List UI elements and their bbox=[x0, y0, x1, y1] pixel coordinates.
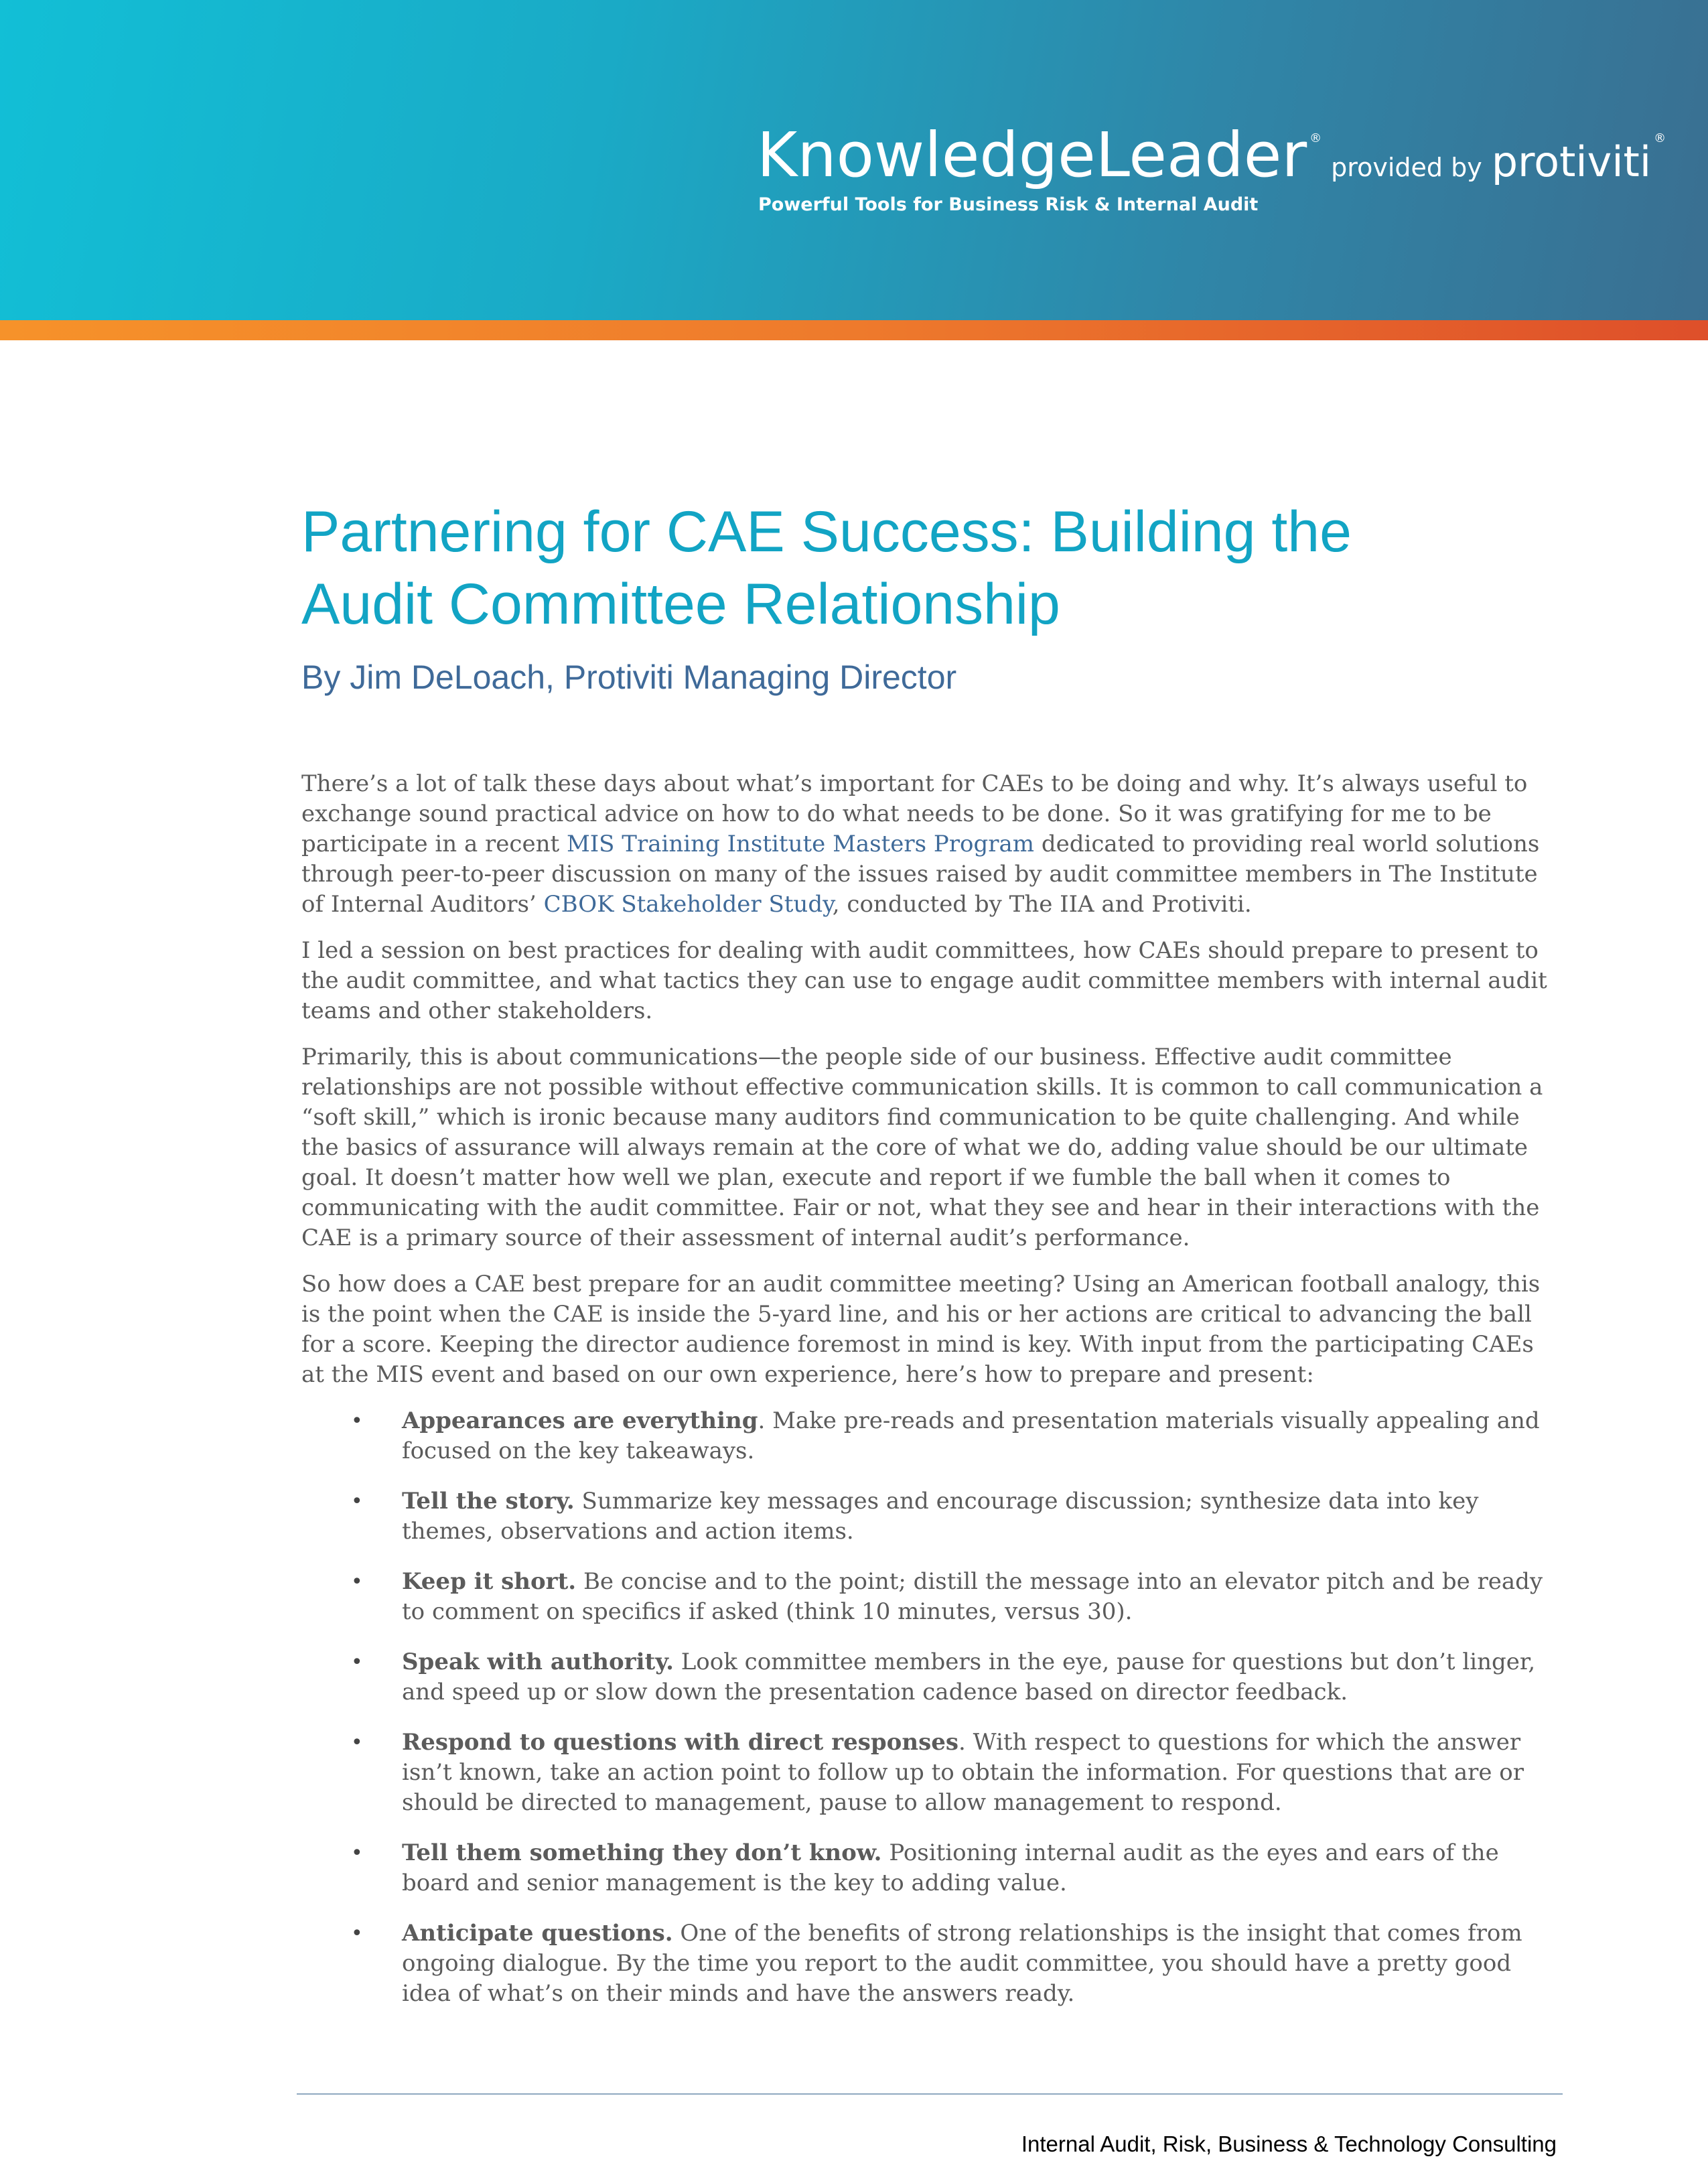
list-item-text: Positioning internal audit as the eyes and ears of the board and senior management is the key to adding value. bbox=[402, 1839, 1499, 1896]
footer-divider bbox=[297, 2093, 1563, 2095]
partner-registered-mark: ® bbox=[1654, 131, 1666, 145]
list-item-heading: Appearances are everything bbox=[402, 1407, 758, 1434]
list-item-heading: Respond to questions with direct responses bbox=[402, 1729, 958, 1756]
list-item bbox=[301, 1647, 1561, 1707]
cbok-study-link[interactable]: CBOK Stakeholder Study bbox=[543, 891, 833, 918]
provided-by-label: provided by bbox=[1331, 153, 1482, 182]
list-item bbox=[301, 1406, 1561, 1466]
paragraph-session: I led a session on best practices for dealing with audit committees, how CAEs should prepare to present to the audit committee, and what tactics they can use to engage audit committee members with internal audit teams and other stakeholders. bbox=[301, 937, 1547, 1024]
brand-name: KnowledgeLeader bbox=[757, 119, 1307, 191]
tips-list bbox=[301, 1406, 1561, 2009]
list-item-heading: Tell them something they don’t know. bbox=[402, 1839, 882, 1866]
paragraph-intro bbox=[301, 769, 1561, 920]
list-item-text: Look committee members in the eye, pause for questions but don’t linger, and speed up or slow down the presentation cadence based on director feedback. bbox=[402, 1649, 1536, 1705]
list-item bbox=[301, 1838, 1561, 1898]
brand-registered-mark: ® bbox=[1309, 131, 1322, 145]
list-item bbox=[301, 1567, 1561, 1627]
bullet-icon: • bbox=[351, 1731, 363, 1754]
list-item-text: . With respect to questions for which the answer isn’t known, take an action point to follow up to obtain the information. For questions that are or should be directed to management, pause to allow management to respond. bbox=[402, 1729, 1524, 1816]
article-byline: By Jim DeLoach, Protiviti Managing Director bbox=[301, 658, 957, 696]
list-item bbox=[301, 1486, 1561, 1547]
title-line-2: Audit Committee Relationship bbox=[301, 572, 1060, 636]
partner-name: protiviti bbox=[1491, 137, 1652, 186]
title-line-1: Partnering for CAE Success: Building the bbox=[301, 500, 1352, 564]
list-item-text: Be concise and to the point; distill the message into an elevator pitch and be ready to comment on specifics if asked (think 10 minutes, versus 30). bbox=[402, 1568, 1543, 1625]
article-body bbox=[301, 769, 1561, 2029]
footer-text: Internal Audit, Risk, Business & Technology Consulting bbox=[1021, 2131, 1557, 2156]
bullet-icon: • bbox=[351, 1651, 363, 1674]
list-item-text: Summarize key messages and encourage discussion; synthesize data into key themes, observations and action items. bbox=[402, 1488, 1479, 1545]
list-item-text: . Make pre-reads and presentation materials visually appealing and focused on the key takeaways. bbox=[402, 1407, 1540, 1464]
paragraph-communications: Primarily, this is about communications—the people side of our business. Effective audit committee relationships are not possible without effective communication skills. It is common to call communication a “soft skill,” which is ironic because many auditors find communication to be quite challenging. And while the basics of assurance will always remain at the core of what we do, adding value should be our ultimate goal. It doesn’t matter how well we plan, execute and report if we fumble the ball when it comes to communicating with the audit committee. Fair or not, what they see and hear in their interactions with the CAE is a primary source of their assessment of internal audit’s performance. bbox=[301, 1044, 1543, 1251]
list-item-heading: Keep it short. bbox=[402, 1568, 577, 1595]
list-item-text: One of the benefits of strong relationships is the insight that comes from ongoing dialogue. By the time you report to the audit committee, you should have a pretty good idea of what’s on their minds and have the answers ready. bbox=[402, 1920, 1522, 2007]
bullet-icon: • bbox=[351, 1841, 363, 1865]
bullet-icon: • bbox=[351, 1409, 363, 1433]
bullet-icon: • bbox=[351, 1570, 363, 1594]
mis-program-link[interactable]: MIS Training Institute Masters Program bbox=[566, 831, 1035, 857]
article-title bbox=[301, 496, 1507, 640]
paragraph-text: There’s a lot of talk these days about what’s important for CAEs to be doing and why. It’s always useful to exchange sound practical advice on how to do what needs to be done. So it was gratifying for me to be participate in a recent bbox=[301, 770, 1528, 857]
list-item-heading: Anticipate questions. bbox=[402, 1920, 673, 1947]
list-item bbox=[301, 1918, 1561, 2009]
paragraph-prepare: So how does a CAE best prepare for an audit committee meeting? Using an American football analogy, this is the point when the CAE is inside the 5-yard line, and his or her actions are critical to advancing the ball for a score. Keeping the director audience foremost in mind is key. With input from the participating CAEs at the MIS event and based on our own experience, here’s how to prepare and present: bbox=[301, 1271, 1541, 1388]
paragraph-text: , conducted by The IIA and Protiviti. bbox=[832, 891, 1252, 918]
header-accent-bar bbox=[0, 320, 1708, 340]
list-item-heading: Tell the story. bbox=[402, 1488, 575, 1515]
bullet-icon: • bbox=[351, 1490, 363, 1513]
paragraph-text: dedicated to providing real world solutions through peer-to-peer discussion on many of the issues raised by audit committee members in The Institute of Internal Auditors’ bbox=[301, 831, 1540, 918]
bullet-icon: • bbox=[351, 1922, 363, 1945]
list-item-heading: Speak with authority. bbox=[402, 1649, 674, 1675]
list-item bbox=[301, 1728, 1561, 1818]
brand-tagline: Powerful Tools for Business Risk & Internal Audit bbox=[758, 194, 1259, 215]
brand-logo bbox=[757, 119, 1666, 191]
